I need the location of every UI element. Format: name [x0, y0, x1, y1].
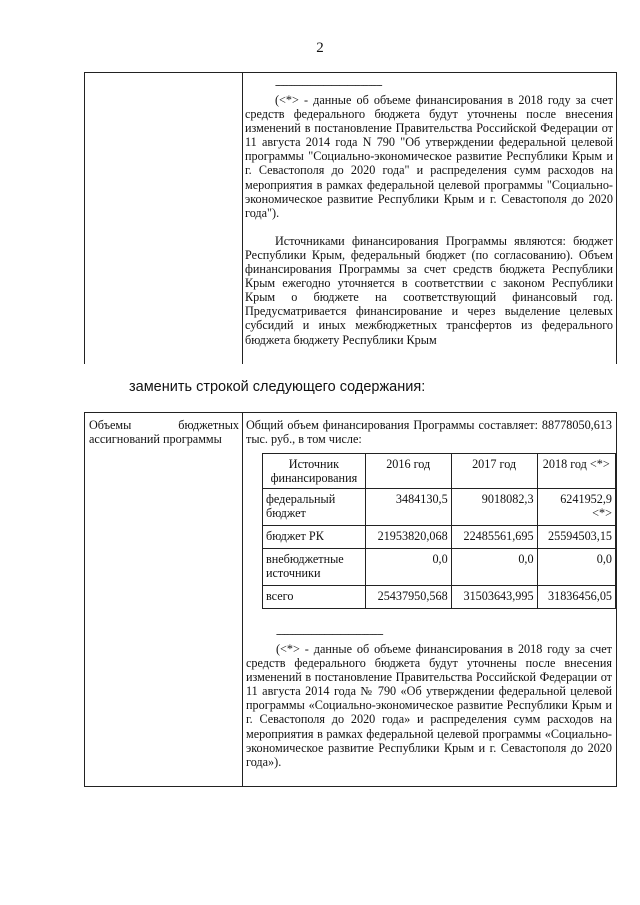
- page-number: 2: [316, 40, 324, 56]
- cell-2016: 25437950,568: [365, 586, 451, 609]
- table-row: [263, 489, 616, 526]
- cell-2016: 21953820,068: [365, 526, 451, 549]
- cell-2018: 31836456,05: [537, 586, 615, 609]
- cell-2017: 0,0: [451, 549, 537, 586]
- cell-source: внебюджетные источники: [263, 549, 366, 586]
- row-label: Объемы бюджетных ассигнований программы: [89, 418, 239, 446]
- footnote-text: (<*> - данные об объеме финансирования в 2018 году за счет средств федерального бюджета будут уточнены после внесения изменений в постановление Правительства Российской Федерации от 11 августа 2014 года N 790 "Об утверждении федеральной целевой программы "Социально-экономическое развитие Республики Крым и г. Севастополя до 2020 года" и распределения сумм расходов на мероприятия в рамках федеральной целевой программы "Социально-экономическое развитие Республики Крым и г. Севастополя до 2020 года").: [245, 93, 613, 220]
- cell-2017: 22485561,695: [451, 526, 537, 549]
- second-footnote: [246, 628, 612, 769]
- footnote-separator: ----------------------------------------: [275, 79, 382, 91]
- financing-sources-text: Источниками финансирования Программы являются: бюджет Республики Крым, федеральный бюджет (по согласованию). Объем финансирования Программы за счет средств бюджета Республики Крым ежегодно уточняется в соответствии с законом Республики Крым о бюджете на соответствующий финансовый год. Предусматривается финансирование и через выделение целевых субсидий и иных межбюджетных трансфертов из федерального бюджета бюджету Республики Крым: [245, 233, 613, 347]
- table-row: [263, 549, 616, 586]
- cell-2018: 25594503,15: [537, 526, 615, 549]
- new-table: [84, 412, 617, 787]
- cell-2017: 31503643,995: [451, 586, 537, 609]
- previous-table-content: [245, 79, 613, 347]
- financing-intro: [246, 418, 612, 446]
- table-row: [263, 526, 616, 549]
- footnote-separator: ----------------------------------------: [276, 628, 383, 640]
- cell-2017: 9018082,3: [451, 489, 537, 526]
- column-divider: [242, 413, 243, 786]
- cell-2016: 0,0: [365, 549, 451, 586]
- header-2016: 2016 год: [365, 454, 451, 489]
- cell-2018: 0,0: [537, 549, 615, 586]
- column-divider: [242, 73, 243, 364]
- footnote-text: (<*> - данные об объеме финансирования в 2018 году за счет средств федерального бюджета будут уточнены после внесения изменений в постановление Правительства Российской Федерации от 11 августа 2014 года № 790 «Об утверждении федеральной целевой программы «Социально-экономическое развитие Республики Крым и г. Севастополя до 2020 года» и распределения сумм расходов на мероприятия в рамках федеральной целевой программы «Социально-экономическое развитие Республики Крым и г. Севастополя до 2020 года»).: [246, 642, 612, 769]
- cell-source: всего: [263, 586, 366, 609]
- header-2017: 2017 год: [451, 454, 537, 489]
- financing-table: [262, 453, 616, 609]
- cell-source: федеральный бюджет: [263, 489, 366, 526]
- total-financing-text: Общий объем финансирования Программы составляет: 88778050,613 тыс. руб., в том числе:: [246, 418, 612, 447]
- cell-2018: 6241952,9 <*>: [537, 489, 615, 526]
- table-header-row: [263, 454, 616, 489]
- cell-source: бюджет РК: [263, 526, 366, 549]
- table-row: [263, 586, 616, 609]
- previous-table-fragment: [84, 72, 617, 364]
- cell-2016: 3484130,5: [365, 489, 451, 526]
- header-source: Источник финансирования: [263, 454, 366, 489]
- replace-instruction: заменить строкой следующего содержания:: [129, 379, 426, 395]
- header-2018: 2018 год <*>: [537, 454, 615, 489]
